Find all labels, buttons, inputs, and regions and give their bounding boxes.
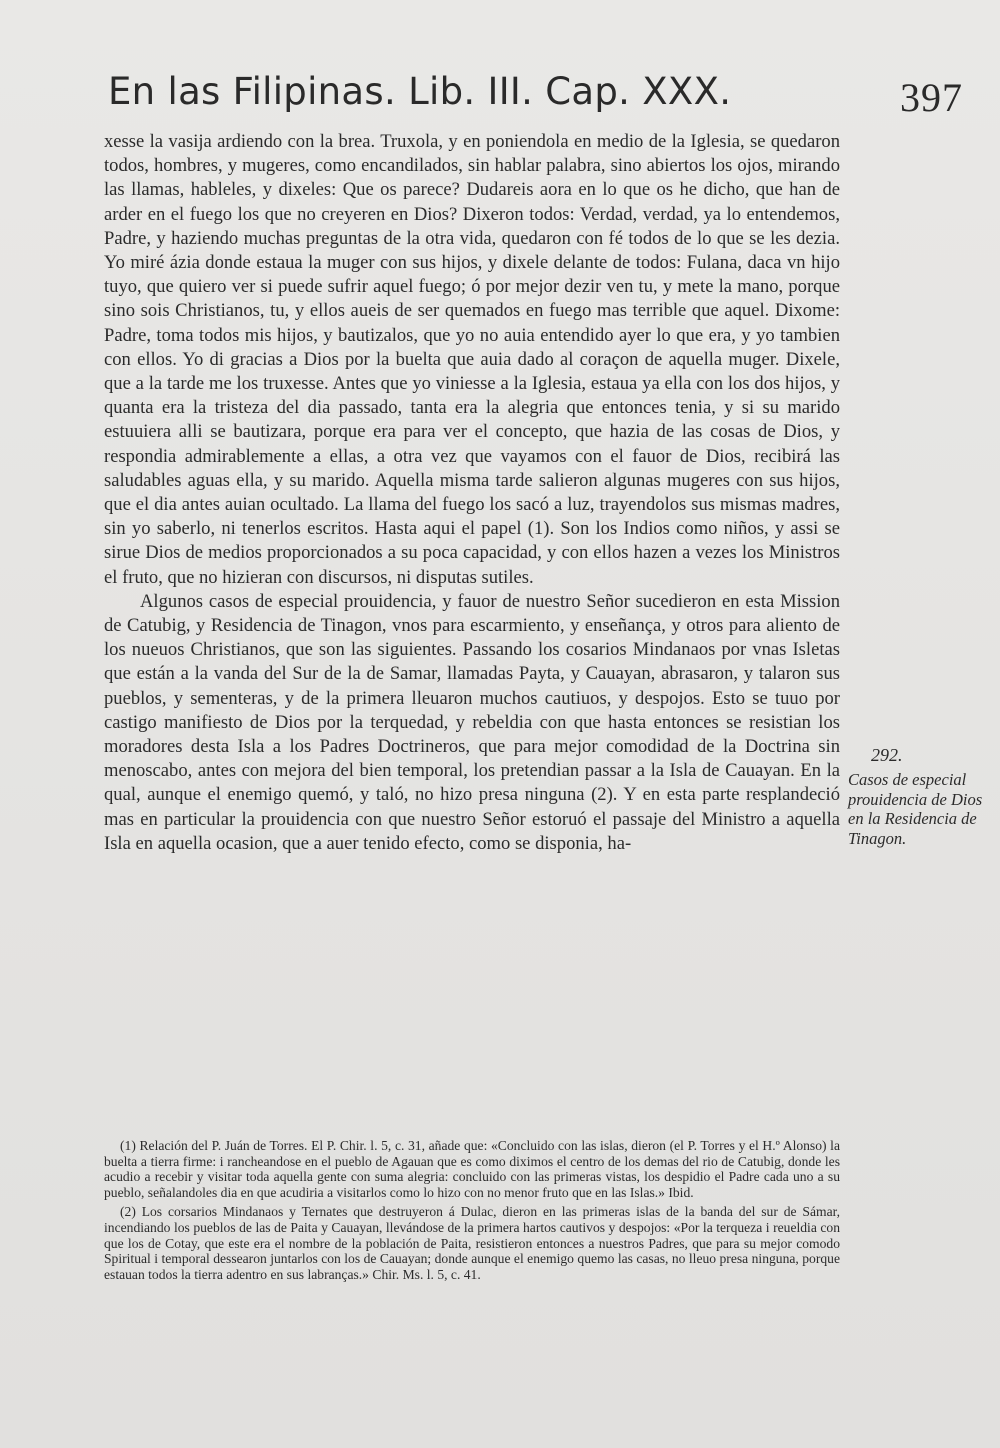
footnote: (2) Los corsarios Mindanaos y Ternates que destruyeron á Dulac, dieron en las primeras islas de la banda del sur de Sámar, incendiando los pueblos de las de Paita y Cauayan, llevándose de la primera hartos cautivos y despojos: «Por la terqueza i reueldia con que los de Cotay, que este era el nombre de la población de Paita, resistieron entonces a nuestros Padres, que para su mejor comodo Spiritual i temporal dessearon juntarlos con los de Cauayan; donde aunque el enemigo quemo las casas, no lleuo presa ninguna, porque estauan todos la tierra adentro en sus labranças.» Chir. Ms. l. 5, c. 41.: [104, 1204, 840, 1282]
page-number: 397: [900, 75, 963, 120]
paragraph: Algunos casos de especial prouidencia, y fauor de nuestro Señor sucedieron en esta Mission de Catubig, y Residencia de Tinagon, vnos para escarmiento, y enseñança, y otros para aliento de los nueuos Christianos, que son las siguientes. Passando los cosarios Mindanaos por vnas Isletas que están a la vanda del Sur de la de Samar, llamadas Payta, y Cauayan, abrasaron, y talaron sus pueblos, y sementeras, y de la primera lleuaron muchos cautiuos, y despojos. Esto se tuuo por castigo manifiesto de Dios por la terquedad, y rebeldia con que hasta entonces se resistian los moradores desta Isla a los Padres Doctrineros, que para mejor comodidad de la Doctrina sin menoscabo, antes con mejora del bien temporal, los pretendian passar a la Isla de Cauayan. En la qual, aunque el enemigo quemó, y taló, no hizo presa ninguna (2). Y en esta parte resplandeció mas en particular la prouidencia con que nuestro Señor estoruó el passaje del Ministro a aquella Isla en aquella ocasion, que a auer tenido efecto, como se disponia, ha-: [104, 590, 840, 854]
footnotes: [104, 1138, 840, 1286]
footnote: (1) Relación del P. Juán de Torres. El P. Chir. l. 5, c. 31, añade que: «Concluido con las islas, dieron (el P. Torres y el H.º Alonso) la buelta a tierra firme: i rancheandose en el pueblo de Agauan que es como diximos el centro de los demas del rio de Catubig, donde les acudio a recebir y visitar toda aquella gente con suma alegria: concluido con las primeras vistas, los despidio el Padre cada uno a su pueblo, señalandoles dia en que acudiria a visitarlos como lo hizo con no menor fruto que en las Islas.» Ibid.: [104, 1138, 840, 1200]
paragraph: xesse la vasija ardiendo con la brea. Truxola, y en poniendola en medio de la Iglesia, se quedaron todos, hombres, y mugeres, como encandilados, sin hablar palabra, sino abiertos los ojos, mirando las llamas, hableles, y dixeles: Que os parece? Dudareis aora en lo que os he dicho, que han de arder en el fuego los que no creyeren en Dios? Dixeron todos: Verdad, verdad, ya lo entendemos, Padre, y haziendo muchas preguntas de la otra vida, quedaron con fé todos de lo que se les dezia. Yo miré ázia donde estaua la muger con sus hijos, y dixele delante de todos: Fulana, daca vn hijo tuyo, que quiero ver si puede sufrir aquel fuego; ó por mejor dezir ven tu, y mete la mano, porque sino sois Christianos, tu, y ellos aueis de ser quemados en fuego mas terrible que aquel. Dixome: Padre, toma todos mis hijos, y bautizalos, que yo no auia entendido ayer lo que era, y yo tambien con ellos. Yo di gracias a Dios por la buelta que auia dado al coraçon de aquella muger. Dixele, que a la tarde me los truxesse. Antes que yo viniesse a la Iglesia, estaua ya ella con los dos hijos, y quanta era la tristeza del dia passado, tanta era la alegria que entonces tenia, y si su marido estuuiera alli se bautizara, porque era para ver el concepto, que hazia de las cosas de Dios, y respondia admirablemente a ellas, a otra vez que vayamos con el fauor de Dios, recibirá las saludables aguas ella, y su marido. Aquella misma tarde salieron algunas mugeres con sus hijos, que el dia antes auian ocultado. La llama del fuego los sacó a luz, trayendolos sus mismas madres, sin yo saberlo, ni tenerlos escritos. Hasta aqui el papel (1). Son los Indios como niños, y assi se sirue Dios de medios proporcionados a su poca capacidad, y con ellos hazen a vezes los Ministros el fruto, que no hizieran con discursos, ni disputas sutiles.: [104, 131, 840, 588]
main-text: [104, 130, 840, 856]
running-head: En las Filipinas. Lib. III. Cap. XXX.: [108, 70, 732, 113]
marginal-note-number: 292.: [871, 745, 903, 765]
marginal-note: Casos de especial prouidencia de Dios en la Residencia de Tinagon.: [848, 770, 983, 848]
